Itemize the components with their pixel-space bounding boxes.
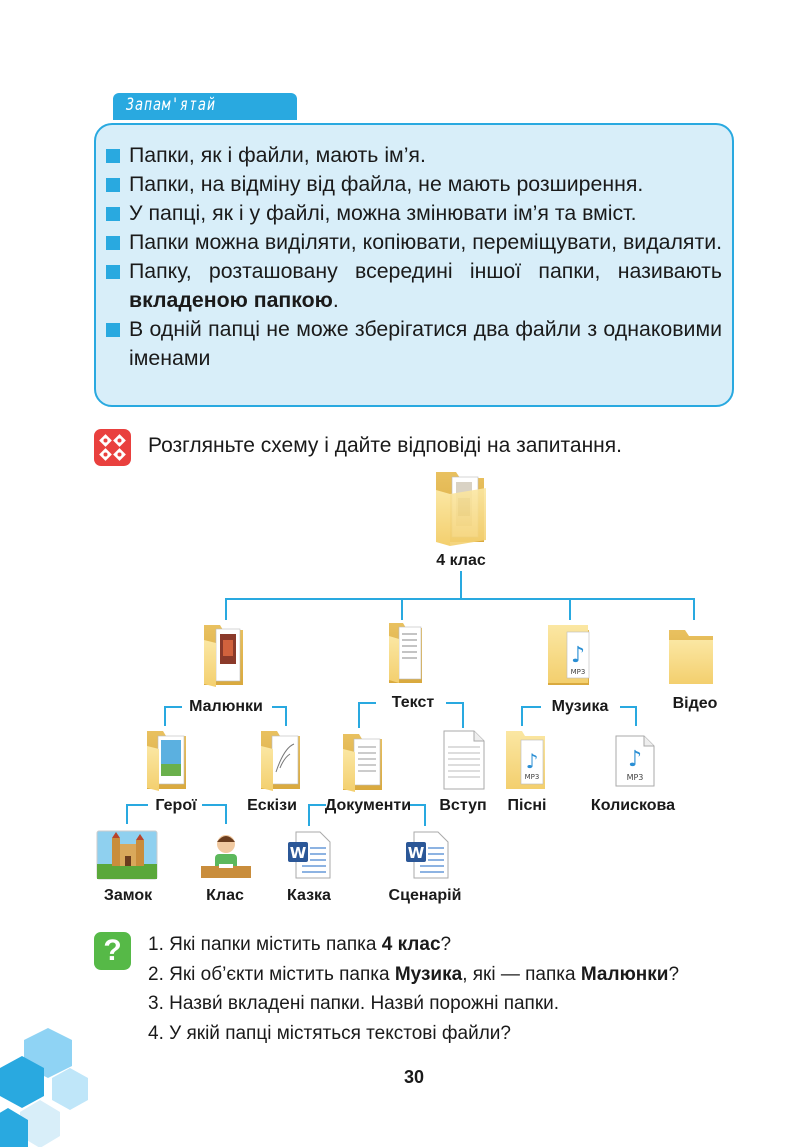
folder-documents-icon <box>340 731 388 793</box>
remember-item: Папку, розташовану всередині іншої папки, називають вкладеною папкою. <box>104 257 722 315</box>
image-castle-icon <box>96 830 158 880</box>
hexagon-decoration <box>0 1020 110 1147</box>
svg-text:♪: ♪ <box>627 747 643 772</box>
folder-songs-label: Пісні <box>507 797 547 814</box>
image-class-icon <box>199 830 253 880</box>
folder-video-label: Відео <box>672 695 718 712</box>
folder-music-icon <box>545 622 593 688</box>
question-1: 1. Які папки містить папка 4 клас? <box>148 934 452 955</box>
folder-songs-icon <box>503 728 549 792</box>
word-file-script-icon <box>404 830 450 880</box>
text-file-intro-label: Вступ <box>439 797 487 814</box>
svg-text:MP3: MP3 <box>524 773 540 781</box>
svg-text:MP3: MP3 <box>570 668 586 676</box>
remember-list <box>104 141 722 373</box>
folder-sketches-label: Ескізи <box>247 797 297 814</box>
folder-sketches-icon <box>258 728 304 792</box>
remember-item: Папки, на відміну від файла, не мають розширення. <box>104 170 722 199</box>
image-class-label: Клас <box>206 887 244 904</box>
remember-item: Папки, як і файли, мають ім’я. <box>104 141 722 170</box>
task-instruction: Розгляньте схему і дайте відповіді на запитання. <box>148 434 622 457</box>
questions-list <box>148 930 679 1048</box>
folder-pictures-label: Малюнки <box>189 698 263 715</box>
svg-text:W: W <box>407 844 425 862</box>
folder-text-label: Текст <box>391 694 435 711</box>
root-folder-label: 4 клас <box>436 552 486 569</box>
question-4: 4. У якій папці містяться текстові файли? <box>148 1022 511 1044</box>
mp3-lullaby-label: Колискова <box>590 797 676 814</box>
remember-tab-label: Запам'ятай <box>126 95 216 115</box>
folder-4-klas-icon <box>432 468 490 546</box>
text-file-intro-icon <box>442 729 486 791</box>
question-icon: ? <box>94 932 131 970</box>
remember-item: Папки можна виділяти, копіювати, переміщувати, видаляти. <box>104 228 722 257</box>
question-2: 2. Які об’єкти містить папка Музика, які — папка Малюнки? <box>148 963 680 985</box>
svg-text:♪: ♪ <box>525 749 539 773</box>
remember-item: В одній папці не може зберігатися два файли з однаковими іменами <box>104 315 722 373</box>
image-castle-label: Замок <box>103 887 153 904</box>
folder-pictures-icon <box>201 622 247 688</box>
folder-music-label: Музика <box>551 698 609 715</box>
word-file-script-label: Сценарій <box>388 887 462 904</box>
remember-item: У папці, як і у файлі, можна змінювати ім’я та вміст. <box>104 199 722 228</box>
folder-video-icon <box>667 628 715 686</box>
svg-text:MP3: MP3 <box>626 773 644 782</box>
question-3: 3. Назви́ вкладені папки. Назви́ порожні папки. <box>148 993 560 1014</box>
folder-documents-label: Документи <box>324 797 412 814</box>
folder-text-icon <box>386 620 426 686</box>
word-file-tale-icon <box>286 830 332 880</box>
folder-heroes-icon <box>144 728 190 792</box>
svg-text:♪: ♪ <box>570 643 586 668</box>
word-file-tale-label: Казка <box>287 887 331 904</box>
folder-heroes-label: Герої <box>155 797 197 814</box>
page-number: 30 <box>403 1067 425 1087</box>
task-icon <box>94 429 131 466</box>
mp3-lullaby-icon <box>614 734 656 788</box>
svg-text:W: W <box>289 844 307 862</box>
